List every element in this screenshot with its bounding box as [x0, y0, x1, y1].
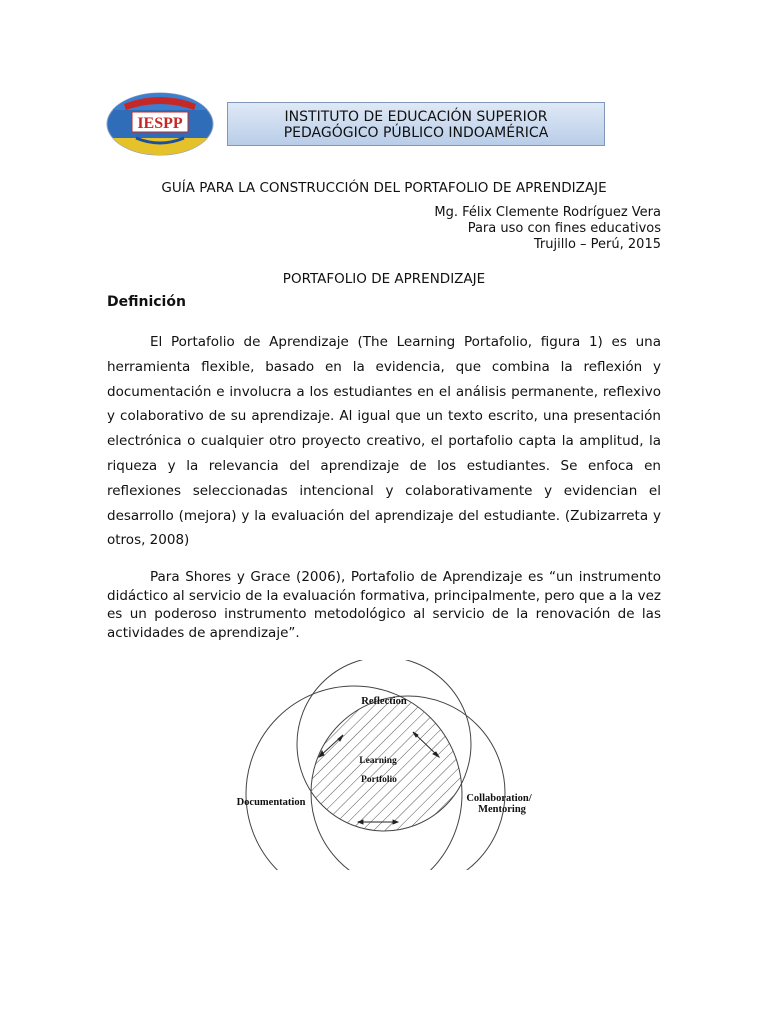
institute-name-line1: INSTITUTO DE EDUCACIÓN SUPERIOR	[284, 109, 548, 125]
learning-label: Learning	[359, 756, 397, 766]
place-date-line: Trujillo – Perú, 2015	[533, 237, 661, 252]
iespp-logo	[106, 92, 214, 156]
definition-paragraph	[107, 330, 661, 553]
learning-portfolio-venn-diagram	[227, 660, 547, 870]
definition-heading: Definición	[107, 294, 186, 310]
paragraph2-text: Para Shores y Grace (2006), Portafolio de Aprendizaje es “un instrumento didáctico al servicio de la evaluación formativa, principalmente, pero que a la vez es un poderoso instrumento metodológico al servicio de la renovación de las actividades de aprendizaje”.	[107, 569, 661, 641]
reflection-label: Reflection	[361, 696, 407, 707]
learning-portfolio-intersection	[311, 696, 505, 870]
purpose-line: Para uso con fines educativos	[467, 221, 661, 236]
collaboration-label: Collaboration/	[466, 793, 532, 804]
documentation-label: Documentation	[236, 797, 306, 808]
quote-paragraph	[107, 568, 661, 642]
guide-title: GUÍA PARA LA CONSTRUCCIÓN DEL PORTAFOLIO DE APRENDIZAJE	[161, 180, 607, 196]
portfolio-label: Portfolio	[361, 775, 397, 785]
section-title: PORTAFOLIO DE APRENDIZAJE	[282, 271, 486, 287]
paragraph1-text: El Portafolio de Aprendizaje (The Learning Portafolio, figura 1) es una herramienta flexible, basado en la evidencia, que combina la reflexión y documentación e involucra a los estudiantes en el análisis permanente, reflexivo y colaborativo de su aprendizaje. Al igual que un texto escrito, una presentación electrónica o cualquier otro proyecto creativo, el portafolio capta la amplitud, la riqueza y la relevancia del aprendizaje de los estudiantes. Se enfoca en reflexiones seleccionadas intencional y colaborativamente y evidencian el desarrollo (mejora) y la evaluación del aprendizaje del estudiante. (Zubizarreta y otros, 2008)	[107, 334, 661, 549]
logo-text: IESPP	[137, 115, 183, 132]
institute-header-box	[227, 102, 605, 146]
author-line: Mg. Félix Clemente Rodríguez Vera	[434, 205, 661, 220]
mentoring-label: Mentoring	[478, 804, 526, 815]
institute-name-line2: PEDAGÓGICO PÚBLICO INDOAMÉRICA	[283, 125, 549, 141]
